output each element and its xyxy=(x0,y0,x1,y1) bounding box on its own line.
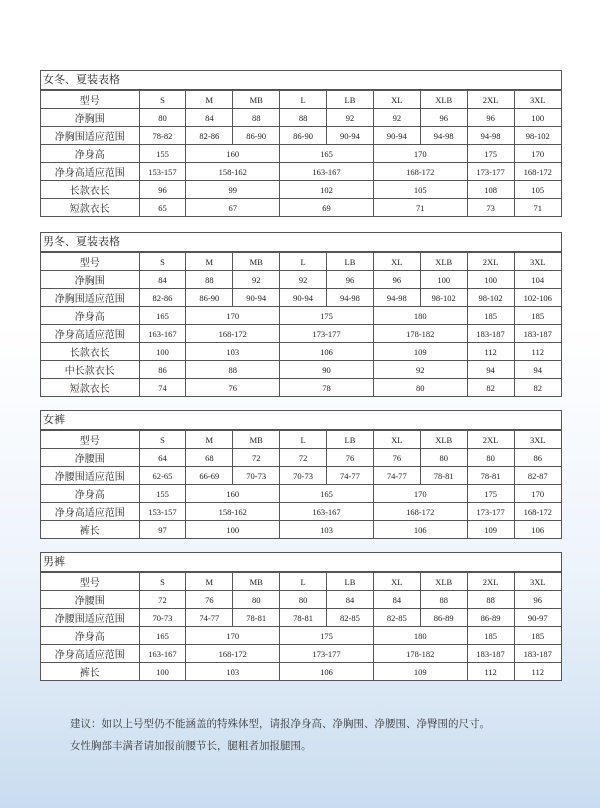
table-cell: 99 xyxy=(186,181,280,199)
size-header: MB xyxy=(233,573,280,591)
table-cell: 103 xyxy=(186,663,280,681)
table-cell: 185 xyxy=(467,307,514,325)
table-cell: 183-187 xyxy=(514,325,561,343)
table-cell: 97 xyxy=(139,521,186,539)
table-cell: 86-89 xyxy=(420,609,467,627)
row-label: 净身高适应范围 xyxy=(41,163,139,181)
size-chart-women-tops xyxy=(40,70,562,217)
size-table xyxy=(41,572,561,680)
table-cell: 94-98 xyxy=(373,289,420,307)
table-row xyxy=(41,467,561,485)
advice-note: 建议：如以上号型仍不能涵盖的特殊体型，请报净身高、净胸围、净腰围、净臀围的尺寸。 xyxy=(70,718,490,730)
table-row xyxy=(41,289,561,307)
table-cell: 90-94 xyxy=(373,127,420,145)
table-cell: 86-90 xyxy=(186,289,233,307)
table-cell: 160 xyxy=(186,485,280,503)
table-row xyxy=(41,145,561,163)
table-cell: 100 xyxy=(514,109,561,127)
table-cell: 78-81 xyxy=(280,609,327,627)
table-cell: 88 xyxy=(467,591,514,609)
size-header: MB xyxy=(233,253,280,271)
size-header: LB xyxy=(327,573,374,591)
table-row xyxy=(41,361,561,379)
row-label: 净身高适应范围 xyxy=(41,645,139,663)
table-cell: 96 xyxy=(420,109,467,127)
table-cell: 168-172 xyxy=(373,163,467,181)
size-header: L xyxy=(280,573,327,591)
size-header: XL xyxy=(373,573,420,591)
table-cell: 70-73 xyxy=(280,467,327,485)
table-cell: 86 xyxy=(514,449,561,467)
row-label: 短款衣长 xyxy=(41,199,139,217)
size-table xyxy=(41,90,561,216)
row-label: 净身高 xyxy=(41,145,139,163)
table-cell: 103 xyxy=(280,521,374,539)
table-cell: 153-157 xyxy=(139,163,186,181)
row-label: 净腰围 xyxy=(41,591,139,609)
table-cell: 100 xyxy=(139,343,186,361)
table-cell: 86-90 xyxy=(280,127,327,145)
table-title: 男冬、夏装表格 xyxy=(41,233,561,252)
table-cell: 168-172 xyxy=(514,163,561,181)
table-cell: 183-187 xyxy=(467,645,514,663)
table-cell: 165 xyxy=(280,485,374,503)
size-header: MB xyxy=(233,91,280,109)
table-cell: 185 xyxy=(514,627,561,645)
table-cell: 90-94 xyxy=(327,127,374,145)
row-label: 净腰围 xyxy=(41,449,139,467)
table-cell: 170 xyxy=(373,145,467,163)
size-header: 3XL xyxy=(514,91,561,109)
row-label: 裤长 xyxy=(41,521,139,539)
table-cell: 109 xyxy=(373,343,467,361)
table-cell: 100 xyxy=(467,271,514,289)
size-header: XL xyxy=(373,253,420,271)
table-cell: 94-98 xyxy=(327,289,374,307)
table-cell: 165 xyxy=(280,145,374,163)
table-cell: 72 xyxy=(139,591,186,609)
header-row xyxy=(41,253,561,271)
table-cell: 158-162 xyxy=(186,163,280,181)
table-cell: 86-89 xyxy=(467,609,514,627)
table-cell: 88 xyxy=(420,591,467,609)
table-cell: 88 xyxy=(233,109,280,127)
row-label: 净身高适应范围 xyxy=(41,325,139,343)
table-cell: 175 xyxy=(467,485,514,503)
header-label: 型号 xyxy=(41,431,139,449)
table-cell: 84 xyxy=(373,591,420,609)
table-cell: 100 xyxy=(139,663,186,681)
row-label: 净身高适应范围 xyxy=(41,503,139,521)
table-cell: 100 xyxy=(186,521,280,539)
table-cell: 80 xyxy=(467,449,514,467)
table-cell: 80 xyxy=(420,449,467,467)
size-header: S xyxy=(139,91,186,109)
table-row xyxy=(41,609,561,627)
table-cell: 78-82 xyxy=(139,127,186,145)
size-header: M xyxy=(186,573,233,591)
header-row xyxy=(41,91,561,109)
table-cell: 76 xyxy=(373,449,420,467)
table-cell: 104 xyxy=(514,271,561,289)
table-cell: 92 xyxy=(373,109,420,127)
size-chart-men-pants xyxy=(40,552,562,681)
table-cell: 94 xyxy=(467,361,514,379)
table-cell: 109 xyxy=(467,521,514,539)
size-header: LB xyxy=(327,253,374,271)
table-cell: 82-87 xyxy=(514,467,561,485)
table-cell: 88 xyxy=(186,271,233,289)
table-cell: 112 xyxy=(467,343,514,361)
table-cell: 66-69 xyxy=(186,467,233,485)
table-row xyxy=(41,325,561,343)
size-header: M xyxy=(186,91,233,109)
table-cell: 80 xyxy=(139,109,186,127)
table-cell: 165 xyxy=(139,307,186,325)
size-header: L xyxy=(280,253,327,271)
table-cell: 80 xyxy=(280,591,327,609)
header-label: 型号 xyxy=(41,573,139,591)
table-row xyxy=(41,271,561,289)
table-cell: 178-182 xyxy=(373,645,467,663)
row-label: 净腰围适应范围 xyxy=(41,609,139,627)
table-cell: 112 xyxy=(514,343,561,361)
table-cell: 108 xyxy=(467,181,514,199)
row-label: 净身高 xyxy=(41,307,139,325)
table-cell: 175 xyxy=(280,307,374,325)
table-cell: 76 xyxy=(186,591,233,609)
table-cell: 175 xyxy=(467,145,514,163)
table-cell: 106 xyxy=(373,521,467,539)
header-label: 型号 xyxy=(41,253,139,271)
table-cell: 112 xyxy=(467,663,514,681)
table-cell: 86 xyxy=(139,361,186,379)
size-header: XLB xyxy=(420,253,467,271)
table-cell: 82 xyxy=(514,379,561,397)
table-cell: 68 xyxy=(186,449,233,467)
table-cell: 78-81 xyxy=(467,467,514,485)
size-chart-women-pants xyxy=(40,410,562,539)
size-header: L xyxy=(280,91,327,109)
size-header: XLB xyxy=(420,573,467,591)
table-cell: 103 xyxy=(186,343,280,361)
table-cell: 105 xyxy=(373,181,467,199)
table-cell: 88 xyxy=(186,361,280,379)
table-row xyxy=(41,645,561,663)
size-header: 3XL xyxy=(514,253,561,271)
table-cell: 74-77 xyxy=(373,467,420,485)
table-cell: 92 xyxy=(373,361,467,379)
row-label: 净胸围 xyxy=(41,109,139,127)
table-cell: 71 xyxy=(373,199,467,217)
table-cell: 153-157 xyxy=(139,503,186,521)
table-cell: 86-90 xyxy=(233,127,280,145)
size-header: 2XL xyxy=(467,431,514,449)
row-label: 长款衣长 xyxy=(41,181,139,199)
table-row xyxy=(41,663,561,681)
table-cell: 82-85 xyxy=(373,609,420,627)
table-cell: 62-65 xyxy=(139,467,186,485)
table-cell: 96 xyxy=(139,181,186,199)
table-cell: 180 xyxy=(373,307,467,325)
row-label: 长款衣长 xyxy=(41,343,139,361)
size-header: XL xyxy=(373,431,420,449)
table-cell: 106 xyxy=(280,663,374,681)
table-cell: 84 xyxy=(186,109,233,127)
table-row xyxy=(41,343,561,361)
table-row xyxy=(41,307,561,325)
table-cell: 84 xyxy=(327,591,374,609)
size-header: LB xyxy=(327,431,374,449)
table-cell: 64 xyxy=(139,449,186,467)
table-cell: 165 xyxy=(139,627,186,645)
table-cell: 180 xyxy=(373,627,467,645)
table-row xyxy=(41,127,561,145)
table-cell: 94-98 xyxy=(420,127,467,145)
table-cell: 96 xyxy=(514,591,561,609)
table-cell: 98-102 xyxy=(514,127,561,145)
table-cell: 80 xyxy=(233,591,280,609)
table-cell: 96 xyxy=(373,271,420,289)
table-cell: 96 xyxy=(467,109,514,127)
table-cell: 163-167 xyxy=(139,645,186,663)
table-cell: 82-85 xyxy=(327,609,374,627)
table-cell: 92 xyxy=(280,271,327,289)
table-cell: 74-77 xyxy=(327,467,374,485)
table-cell: 173-177 xyxy=(467,503,514,521)
size-table xyxy=(41,430,561,538)
table-row xyxy=(41,199,561,217)
table-cell: 178-182 xyxy=(373,325,467,343)
table-cell: 78-81 xyxy=(420,467,467,485)
table-cell: 82 xyxy=(467,379,514,397)
row-label: 净胸围 xyxy=(41,271,139,289)
table-cell: 158-162 xyxy=(186,503,280,521)
table-cell: 168-172 xyxy=(186,325,280,343)
table-row xyxy=(41,163,561,181)
table-cell: 168-172 xyxy=(514,503,561,521)
table-cell: 163-167 xyxy=(139,325,186,343)
table-cell: 168-172 xyxy=(373,503,467,521)
advice-note-women: 女性胸部丰满者请加报前腰节长，腿粗者加报腿围。 xyxy=(70,740,312,752)
table-cell: 163-167 xyxy=(280,503,374,521)
table-title: 女裤 xyxy=(41,411,561,430)
table-row xyxy=(41,379,561,397)
size-header: XLB xyxy=(420,91,467,109)
table-cell: 96 xyxy=(327,271,374,289)
table-cell: 82-86 xyxy=(139,289,186,307)
table-cell: 185 xyxy=(467,627,514,645)
size-header: 2XL xyxy=(467,253,514,271)
table-cell: 90 xyxy=(280,361,374,379)
table-cell: 92 xyxy=(233,271,280,289)
size-table xyxy=(41,252,561,396)
row-label: 净身高 xyxy=(41,485,139,503)
table-cell: 78-81 xyxy=(233,609,280,627)
table-cell: 173-177 xyxy=(280,325,374,343)
table-cell: 100 xyxy=(420,271,467,289)
size-chart-men-tops xyxy=(40,232,562,397)
size-header: M xyxy=(186,253,233,271)
table-title: 女冬、夏装表格 xyxy=(41,71,561,90)
table-cell: 170 xyxy=(373,485,467,503)
size-header: MB xyxy=(233,431,280,449)
table-cell: 92 xyxy=(327,109,374,127)
table-cell: 74 xyxy=(139,379,186,397)
table-cell: 106 xyxy=(280,343,374,361)
table-cell: 67 xyxy=(186,199,280,217)
table-row xyxy=(41,503,561,521)
table-cell: 82-86 xyxy=(186,127,233,145)
table-row xyxy=(41,449,561,467)
table-cell: 105 xyxy=(514,181,561,199)
table-cell: 155 xyxy=(139,485,186,503)
table-cell: 72 xyxy=(280,449,327,467)
row-label: 净身高 xyxy=(41,627,139,645)
table-row xyxy=(41,109,561,127)
table-row xyxy=(41,627,561,645)
size-header: 2XL xyxy=(467,573,514,591)
size-header: S xyxy=(139,253,186,271)
table-cell: 88 xyxy=(280,109,327,127)
table-cell: 65 xyxy=(139,199,186,217)
row-label: 净胸围适应范围 xyxy=(41,127,139,145)
table-cell: 98-102 xyxy=(467,289,514,307)
table-cell: 71 xyxy=(514,199,561,217)
row-label: 裤长 xyxy=(41,663,139,681)
table-cell: 183-187 xyxy=(514,645,561,663)
table-cell: 112 xyxy=(514,663,561,681)
size-header: S xyxy=(139,431,186,449)
table-cell: 90-94 xyxy=(280,289,327,307)
table-row xyxy=(41,591,561,609)
table-cell: 170 xyxy=(186,307,280,325)
row-label: 净腰围适应范围 xyxy=(41,467,139,485)
table-cell: 90-94 xyxy=(233,289,280,307)
size-header: S xyxy=(139,573,186,591)
table-cell: 170 xyxy=(514,485,561,503)
header-label: 型号 xyxy=(41,91,139,109)
table-cell: 73 xyxy=(467,199,514,217)
table-cell: 175 xyxy=(280,627,374,645)
table-cell: 102 xyxy=(280,181,374,199)
size-header: LB xyxy=(327,91,374,109)
table-title: 男裤 xyxy=(41,553,561,572)
table-cell: 168-172 xyxy=(186,645,280,663)
table-cell: 78 xyxy=(280,379,374,397)
table-cell: 98-102 xyxy=(420,289,467,307)
table-cell: 84 xyxy=(139,271,186,289)
size-header: 3XL xyxy=(514,431,561,449)
table-cell: 106 xyxy=(514,521,561,539)
table-cell: 109 xyxy=(373,663,467,681)
table-cell: 183-187 xyxy=(467,325,514,343)
header-row xyxy=(41,573,561,591)
table-cell: 80 xyxy=(373,379,467,397)
table-cell: 185 xyxy=(514,307,561,325)
size-header: 2XL xyxy=(467,91,514,109)
table-cell: 70-73 xyxy=(139,609,186,627)
table-cell: 69 xyxy=(280,199,374,217)
table-cell: 160 xyxy=(186,145,280,163)
table-cell: 76 xyxy=(327,449,374,467)
size-header: 3XL xyxy=(514,573,561,591)
table-row xyxy=(41,485,561,503)
table-cell: 76 xyxy=(186,379,280,397)
table-cell: 170 xyxy=(186,627,280,645)
row-label: 中长款衣长 xyxy=(41,361,139,379)
table-cell: 170 xyxy=(514,145,561,163)
table-cell: 70-73 xyxy=(233,467,280,485)
table-cell: 102-106 xyxy=(514,289,561,307)
table-cell: 94 xyxy=(514,361,561,379)
table-cell: 155 xyxy=(139,145,186,163)
table-cell: 173-177 xyxy=(467,163,514,181)
size-header: XL xyxy=(373,91,420,109)
table-cell: 90-97 xyxy=(514,609,561,627)
table-cell: 72 xyxy=(233,449,280,467)
row-label: 短款衣长 xyxy=(41,379,139,397)
table-cell: 74-77 xyxy=(186,609,233,627)
size-header: L xyxy=(280,431,327,449)
size-header: M xyxy=(186,431,233,449)
table-cell: 173-177 xyxy=(280,645,374,663)
table-row xyxy=(41,521,561,539)
row-label: 净胸围适应范围 xyxy=(41,289,139,307)
size-header: XLB xyxy=(420,431,467,449)
table-cell: 94-98 xyxy=(467,127,514,145)
table-cell: 163-167 xyxy=(280,163,374,181)
header-row xyxy=(41,431,561,449)
table-row xyxy=(41,181,561,199)
